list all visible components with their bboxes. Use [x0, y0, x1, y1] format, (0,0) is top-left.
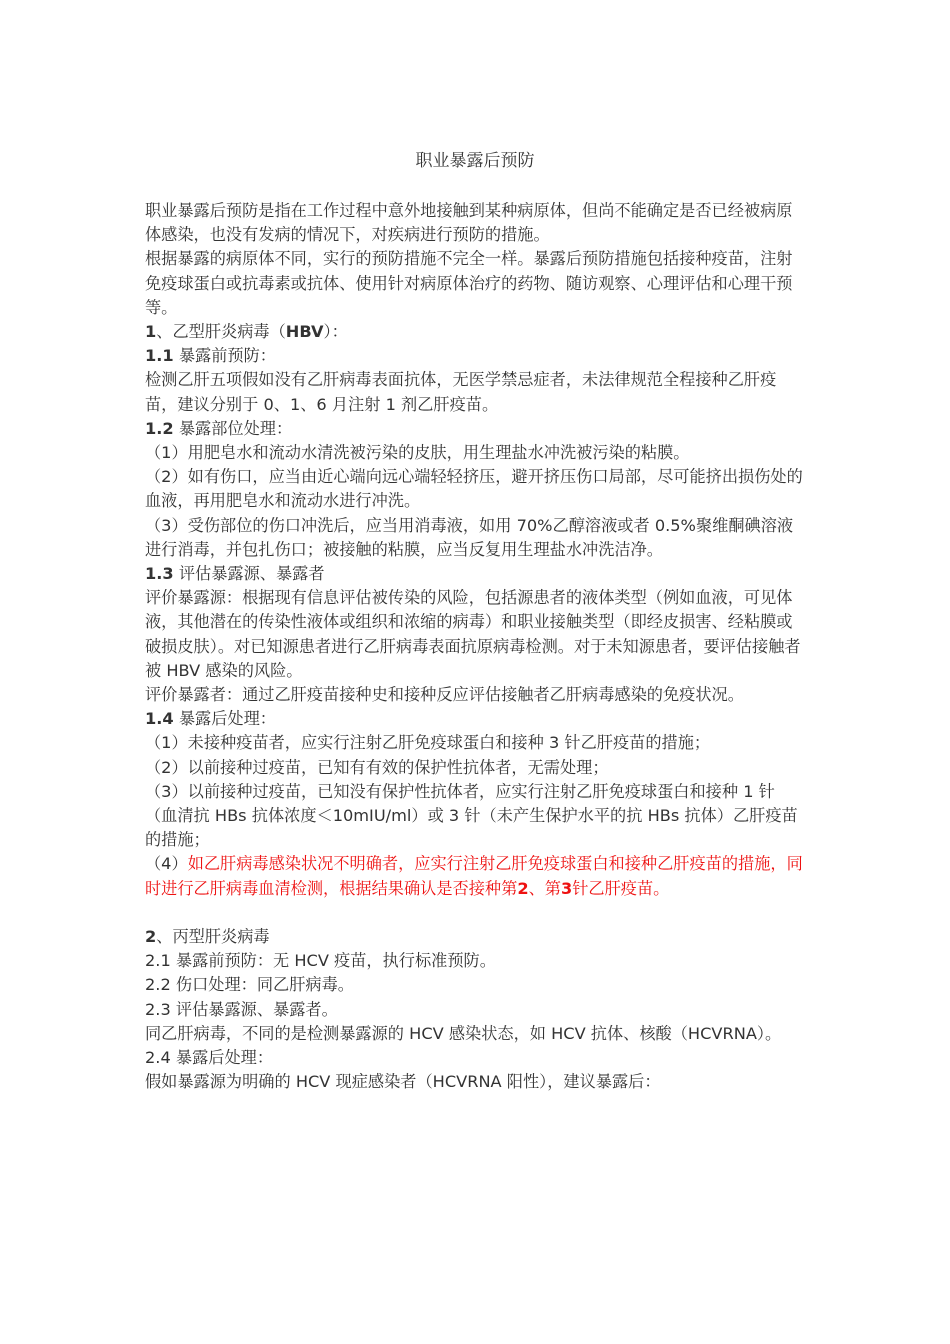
line-2-3: 2.3 评估暴露源、暴露者。: [145, 999, 338, 1019]
subsection-heading-1-1: [145, 344, 805, 368]
subsection-title: 评估暴露源、暴露者: [173, 564, 325, 584]
subsection-title: 暴露部位处理：: [173, 418, 293, 438]
section-heading-end: ）：: [323, 322, 348, 342]
section-heading-text: 、乙型肝炎病毒（: [156, 322, 286, 342]
subsection-number: 1.2: [145, 418, 174, 438]
line-2-1: 2.1 暴露前预防：无 HCV 疫苗，执行标准预防。: [145, 951, 496, 971]
intro-paragraph-2: 根据暴露的病原体不同，实行的预防措施不完全一样。暴露后预防措施包括接种疫苗，注射免疫球蛋白或抗毒素或抗体、使用针对病原体治疗的药物、随访观察、心理评估和心理干预等。: [145, 249, 793, 317]
subsection-number: 1.4: [145, 709, 174, 729]
list-item-1-4-4: [145, 852, 805, 900]
subsection-heading-1-4: [145, 707, 805, 731]
section-number: 1: [145, 322, 157, 342]
document-title: 职业暴露后预防: [415, 151, 535, 171]
list-item-1-2-3: （3）受伤部位的伤口冲洗后，应当用消毒液，如用 70%乙醇溶液或者 0.5%聚维酮碘溶液进行消毒，并包扎伤口；被接触的粘膜，应当反复用生理盐水冲洗洁净。: [145, 515, 794, 559]
section-heading-abbr: HBV: [285, 322, 324, 342]
list-item-prefix: （4）: [145, 854, 188, 874]
highlighted-text: 、第: [528, 878, 561, 898]
highlighted-text: 如乙肝病毒感染状况不明确者，应实行注射乙肝免疫球蛋白和接种乙肝疫苗的措施，同时进行乙肝病毒血清检测，根据结果确认是否接种第: [145, 854, 803, 898]
list-item-1-2-2: （2）如有伤口，应当由近心端向远心端轻轻挤压，避开挤压伤口局部，尽可能挤出损伤处的血液，再用肥皂水和流动水进行冲洗。: [145, 467, 803, 511]
paragraph-1-3-source: 评价暴露源：根据现有信息评估被传染的风险，包括源患者的液体类型（例如血液，可见体液，其他潜在的传染性液体或组织和浓缩的病毒）和职业接触类型（即经皮损害、经粘膜或破损皮肤）。对已知源患者进行乙肝病毒表面抗原病毒检测。对于未知源患者，要评估接触者被 HBV 感染的风险。: [145, 588, 801, 680]
section-heading-hcv: [145, 925, 805, 949]
paragraph-1-3-person: 评价暴露者：通过乙肝疫苗接种史和接种反应评估接触者乙肝病毒感染的免疫状况。: [145, 685, 744, 705]
paragraph-2-4: 假如暴露源为明确的 HCV 现症感染者（HCVRNA 阳性），建议暴露后：: [145, 1072, 661, 1092]
highlighted-number: 3: [560, 878, 573, 898]
subsection-title: 暴露后处理：: [173, 709, 276, 729]
line-2-2: 2.2 伤口处理：同乙肝病毒。: [145, 975, 354, 995]
subsection-heading-1-3: [145, 562, 805, 586]
line-2-4: 2.4 暴露后处理：: [145, 1048, 274, 1068]
list-item-1-4-3: （3）以前接种过疫苗，已知没有保护性抗体者，应实行注射乙肝免疫球蛋白和接种 1 针（血清抗 HBs 抗体浓度＜10mIU/ml）或 3 针（未产生保护水平的抗 HBs 抗体）乙肝疫苗的措施；: [145, 781, 798, 850]
paragraph-2-3: 同乙肝病毒，不同的是检测暴露源的 HCV 感染状态，如 HCV 抗体、核酸（HCVRNA）。: [145, 1023, 782, 1043]
subsection-number: 1.3: [145, 564, 174, 584]
document-body: [145, 199, 805, 1095]
list-item-1-2-1: （1）用肥皂水和流动水清洗被污染的皮肤，用生理盐水冲洗被污染的粘膜。: [145, 443, 690, 463]
list-item-1-4-2: （2）以前接种过疫苗，已知有有效的保护性抗体者，无需处理；: [145, 757, 609, 777]
section-heading-text: 、丙型肝炎病毒: [156, 927, 270, 947]
section-heading-hbv: [145, 320, 805, 344]
section-number: 2: [145, 927, 157, 947]
subsection-heading-1-2: [145, 417, 805, 441]
highlighted-text: 针乙肝疫苗。: [572, 878, 670, 898]
list-item-1-4-1: （1）未接种疫苗者，应实行注射乙肝免疫球蛋白和接种 3 针乙肝疫苗的措施；: [145, 733, 711, 753]
blank-line: [145, 901, 805, 925]
intro-paragraph-1: 职业暴露后预防是指在工作过程中意外地接触到某种病原体，但尚不能确定是否已经被病原体感染，也没有发病的情况下，对疾病进行预防的措施。: [145, 201, 793, 245]
paragraph-1-1: 检测乙肝五项假如没有乙肝病毒表面抗体，无医学禁忌症者，未法律规范全程接种乙肝疫苗，建议分别于 0、1、6 月注射 1 剂乙肝疫苗。: [145, 370, 777, 414]
highlighted-number: 2: [517, 878, 529, 898]
subsection-title: 暴露前预防：: [173, 346, 276, 366]
subsection-number: 1.1: [145, 346, 174, 366]
